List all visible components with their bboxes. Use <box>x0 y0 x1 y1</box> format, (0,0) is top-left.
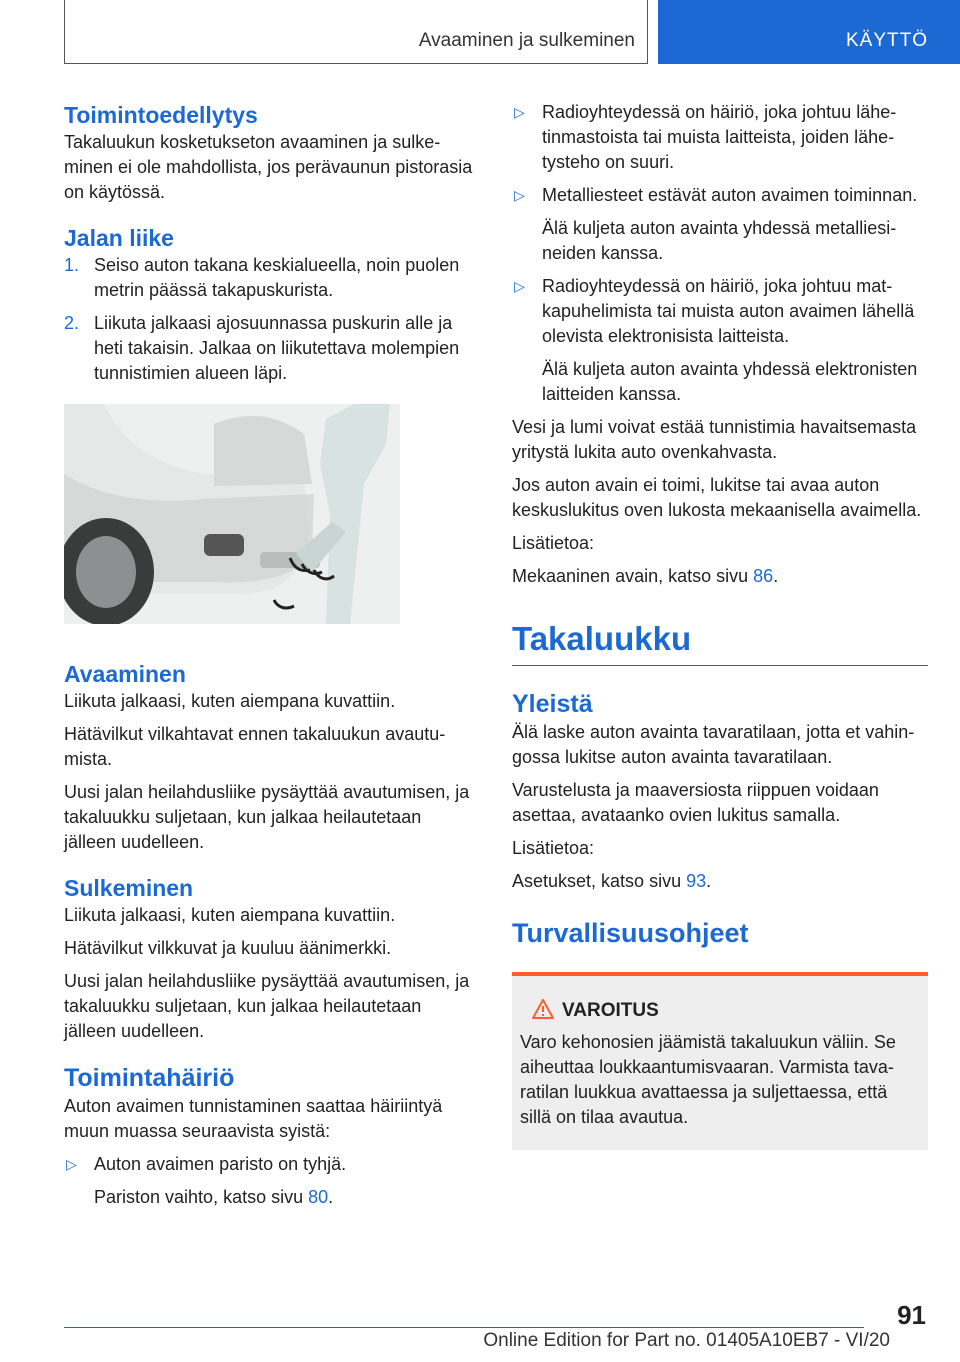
step-2: 2. Liikuta jalkaasi ajosuunnassa puskurin alle ja heti takaisin. Jalkaa on liikutettava molempien tunnistimien alueen läpi. <box>64 313 460 383</box>
warning-title: VAROITUS <box>520 998 920 1024</box>
heading-sulkeminen: Sulkeminen <box>64 875 194 901</box>
page-number: 91 <box>897 1300 926 1330</box>
triangle-bullet-icon: ▷ <box>514 278 525 294</box>
list-item-note: Älä kuljeta auton avainta yhdessä metalliesineiden kanssa. <box>542 218 897 263</box>
footer-edition: Online Edition for Part no. 01405A10EB7 - VI/20 <box>483 1330 890 1351</box>
right-column <box>512 100 928 1150</box>
heading-yleista: Yleistä <box>512 690 593 718</box>
header-section-box <box>64 0 648 64</box>
paragraph-sulkeminen-2: Hätävilkut vilkkuvat ja kuuluu äänimerkki. <box>64 938 392 958</box>
warning-box <box>512 972 928 1150</box>
header-section-title: Avaaminen ja sulkeminen <box>418 30 635 51</box>
list-item: ▷ Radioyhteydessä on häiriö, joka johtuu lähetinmastoista tai muista laitteista, joiden lähetysteho on suuri. <box>514 102 897 172</box>
list-item: ▷ Metalliesteet estävät auton avaimen toiminnan. <box>512 183 928 208</box>
paragraph-toimintoedellytys: Takaluukun kosketukseton avaaminen ja sulkeminen ei ole mahdollista, jos perävaunun pistorasia on käytössä. <box>64 132 473 202</box>
header-chapter-title: KÄYTTÖ <box>845 30 928 51</box>
kick-sensor-illustration <box>64 404 400 624</box>
header-chapter-tab[interactable] <box>658 0 960 64</box>
paragraph-varustelusta: Varustelusta ja maaversiosta riippuen voidaan asettaa, avataanko ovien lukitus samalla. <box>512 780 879 825</box>
left-column <box>64 100 478 1210</box>
heading-turvallisuusohjeet: Turvallisuusohjeet <box>512 918 749 948</box>
page-link[interactable]: 86 <box>753 566 774 586</box>
cross-reference: Mekaaninen avain, katso sivu 86. <box>512 566 779 586</box>
page-link[interactable]: 80 <box>308 1187 329 1207</box>
paragraph-toimintahairio: Auton avaimen tunnistaminen saattaa häiriintyä muun muassa seuraavista syistä: <box>64 1096 443 1141</box>
triangle-bullet-icon: ▷ <box>514 104 525 120</box>
heading-toimintoedellytys: Toimintoedellytys <box>64 102 258 128</box>
paragraph-avaaminen-2: Hätävilkut vilkahtavat ennen takaluukun avautumista. <box>64 724 446 769</box>
paragraph-avaaminen-3: Uusi jalan heilahdusliike pysäyttää avautumisen, ja takaluukku suljetaan, kun jalkaa heilautetaan jälleen uudelleen. <box>64 782 470 852</box>
warning-triangle-icon <box>532 999 554 1019</box>
list-item-note: Älä kuljeta auton avainta yhdessä elektronisten laitteiden kanssa. <box>542 359 918 404</box>
heading-jalan-liike: Jalan liike <box>64 225 174 251</box>
lisatietoa-label: Lisätietoa: <box>512 838 595 858</box>
warning-text: Varo kehonosien jäämistä takaluukun väliin. Se aiheuttaa loukkaantumisvaaran. Varmista tavaratilan luukkua avattaessa ja suljettaessa, että sillä on tilaa avautua. <box>520 1032 896 1127</box>
footer-divider <box>64 1327 864 1328</box>
heading-avaaminen: Avaaminen <box>64 661 186 687</box>
list-item: ▷ Radioyhteydessä on häiriö, joka johtuu matkapuhelimista tai muista auton avaimen lähellä olevista elektronisista laitteista. <box>514 276 915 346</box>
paragraph-sulkeminen-1: Liikuta jalkaasi, kuten aiempana kuvattiin. <box>64 905 396 925</box>
cross-reference: Pariston vaihto, katso sivu 80. <box>94 1187 334 1207</box>
page-link[interactable]: 93 <box>686 871 707 891</box>
paragraph-avaaminen-1: Liikuta jalkaasi, kuten aiempana kuvattiin. <box>64 691 396 711</box>
step-1: 1. Seiso auton takana keskialueella, noin puolen metrin päässä takapuskurista. <box>64 255 460 300</box>
lisatietoa-label: Lisätietoa: <box>512 533 595 553</box>
list-item: ▷ Auton avaimen paristo on tyhjä. <box>64 1152 478 1177</box>
paragraph-jos: Jos auton avain ei toimi, lukitse tai avaa auton keskuslukitus oven lukosta mekaanisella avaimella. <box>512 475 922 520</box>
paragraph-ala: Älä laske auton avainta tavaratilaan, jotta et vahingossa lukitse auton avainta tavaratilaan. <box>512 722 915 767</box>
cross-reference: Asetukset, katso sivu 93. <box>512 871 712 891</box>
heading-toimintahairio: Toimintahäiriö <box>64 1064 235 1092</box>
paragraph-vesi: Vesi ja lumi voivat estää tunnistimia havaitsemasta yritystä lukita auto ovenkahvasta. <box>512 417 917 462</box>
triangle-bullet-icon: ▷ <box>514 187 525 203</box>
section-title-takaluukku: Takaluukku <box>512 619 928 666</box>
triangle-bullet-icon: ▷ <box>66 1156 77 1172</box>
paragraph-sulkeminen-3: Uusi jalan heilahdusliike pysäyttää avautumisen, ja takaluukku suljetaan, kun jalkaa heilautetaan jälleen uudelleen. <box>64 971 470 1041</box>
